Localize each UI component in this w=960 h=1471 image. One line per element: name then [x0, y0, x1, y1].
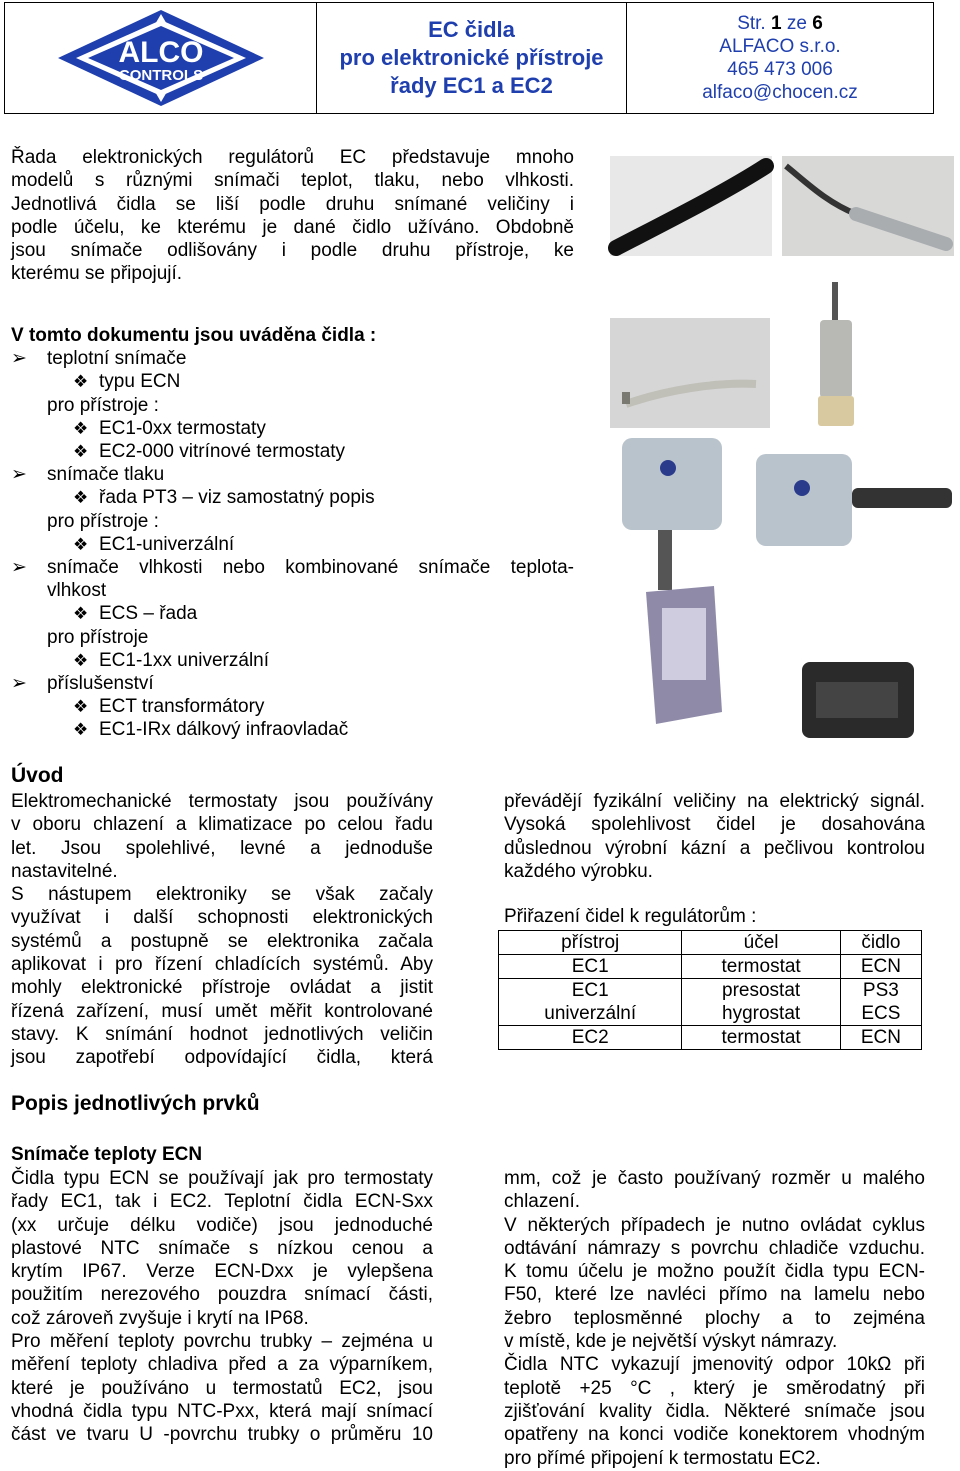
text-line: žebro teplosměnné plochy a to zejména — [504, 1307, 925, 1329]
list-item: ❖ EC2-000 vitrínové termostaty — [73, 441, 346, 463]
popis-heading: Popis jednotlivých prvků — [11, 1092, 260, 1115]
text-line: (xx určuje délku vodiče) jsou jednoduché — [11, 1214, 433, 1236]
table-cell: ECN — [840, 1026, 921, 1050]
text-line: jsou zapotřebí odpovídající čidla, která — [11, 1047, 433, 1069]
uvod-right-paragraph — [504, 790, 925, 883]
table-header-row — [499, 931, 922, 955]
intro-line: jsou snímače odlišovány i podle druhu přístroje, ke — [11, 240, 574, 262]
table-header-cell: přístroj — [499, 931, 682, 955]
company-info — [627, 3, 933, 113]
list-item: pro přístroje — [47, 626, 149, 648]
table-cell: ECS — [840, 1002, 921, 1026]
text-line: S nástupem elektroniky se však začaly — [11, 884, 433, 906]
company-name: ALFACO s.r.o. — [719, 36, 841, 57]
assignment-table — [498, 930, 922, 1050]
ecn-sensor-photo — [610, 156, 772, 256]
list-item: pro přístroje : — [47, 394, 159, 416]
product-photos — [606, 152, 958, 762]
text-line: stavy. K snímání hodnot jednotlivých veličin — [11, 1023, 433, 1045]
table-cell: termostat — [682, 955, 840, 979]
table-cell: hygrostat — [682, 1002, 840, 1026]
text-line: opatřeny na konci vodiče konektorem vhodným — [504, 1424, 925, 1446]
ecn-subheading: Snímače teploty ECN — [11, 1144, 203, 1165]
list-item: ❖ ECS – řada — [73, 603, 198, 625]
text-line: Čidla typu ECN se používají jak pro termostaty — [11, 1168, 433, 1189]
table-row — [499, 1026, 922, 1050]
table-row — [499, 1002, 922, 1026]
list-item: ❖ EC1-0xx termostaty — [73, 417, 266, 439]
text-line: důslednou výrobní kázní a pečlivou kontrolou — [504, 837, 925, 859]
list-item: ➢ snímače vlhkosti nebo kombinované snímače teplota- — [11, 557, 574, 579]
text-line: systémů a postupně se elektronika začala — [11, 930, 433, 952]
list-item: ❖ typu ECN — [73, 371, 181, 393]
text-line: zjišťování kvality čidla. Některé snímače jsou — [504, 1400, 925, 1422]
text-line: pro přímé připojení k termostatu EC2. — [504, 1447, 821, 1469]
duct-humidity-sensor-photo — [756, 454, 952, 546]
arrow-bullet-icon: ➢ — [11, 348, 27, 370]
list-item: ❖ EC1-univerzální — [73, 533, 235, 555]
arrow-bullet-icon: ➢ — [11, 464, 27, 486]
text-line: Elektromechanické termostaty jsou používány — [11, 791, 433, 812]
table-row — [499, 955, 922, 979]
table-cell: ECN — [840, 955, 921, 979]
diamond-bullet-icon: ❖ — [73, 442, 89, 462]
text-line: plastové NTC snímače s nízkou cenou a — [11, 1237, 433, 1259]
table-cell: termostat — [682, 1026, 840, 1050]
arrow-bullet-icon: ➢ — [11, 673, 27, 695]
document-title — [317, 3, 627, 113]
diamond-bullet-icon: ❖ — [73, 650, 89, 670]
table-header-cell: čidlo — [840, 931, 921, 955]
list-item: vlhkost — [47, 580, 107, 602]
table-cell: EC2 — [499, 1026, 682, 1050]
transformer-photo — [802, 662, 914, 738]
company-phone: 465 473 006 — [727, 59, 833, 80]
list-item: ❖ řada PT3 – viz samostatný popis — [73, 487, 375, 509]
page-number: Str. 1 ze 6 — [737, 13, 823, 34]
text-line: v místě, kde je největší výskyt námrazy. — [504, 1331, 838, 1353]
sensor-list — [11, 324, 574, 742]
text-line: chlazení. — [504, 1191, 581, 1213]
svg-text:ALCO: ALCO — [118, 36, 203, 69]
text-line: Vysoká spolehlivost čidel je dosahována — [504, 814, 925, 836]
diamond-bullet-icon: ❖ — [73, 720, 89, 740]
table-cell: univerzální — [499, 1002, 682, 1026]
text-line: řady EC1, tak i EC2. Teplotní čidla ECN-Sxx — [11, 1191, 433, 1213]
popis-left-paragraph — [11, 1167, 433, 1447]
text-line: část ve tvaru U -povrchu trubky o průměru 10 — [11, 1424, 433, 1446]
intro-paragraph — [11, 146, 574, 286]
logo-cell — [5, 3, 317, 113]
text-line: každého výrobku. — [504, 860, 653, 882]
table-title: Přiřazení čidel k regulátorům : — [504, 906, 757, 927]
title-line-2: pro elektronické přístroje — [339, 45, 604, 70]
title-line-3: řady EC1 a EC2 — [390, 73, 553, 98]
text-line: Čidla NTC vykazují jmenovitý odpor 10kΩ při — [504, 1354, 925, 1376]
text-line: F50, které lze navléci přímo na lamelu nebo — [504, 1284, 925, 1306]
text-line: Pro měření teploty povrchu trubky – zejména u — [11, 1331, 433, 1353]
popis-right-paragraph — [504, 1167, 925, 1470]
diamond-bullet-icon: ❖ — [73, 372, 89, 392]
text-line: vhodná čidla typu NTC-Pxx, která mají snímací — [11, 1400, 433, 1422]
svg-text:CONTROLS: CONTROLS — [118, 67, 203, 84]
text-line: teplotě +25 °C , který je směrodatný při — [504, 1377, 925, 1399]
list-heading: V tomto dokumentu jsou uváděna čidla : — [11, 325, 377, 346]
arrow-bullet-icon: ➢ — [11, 557, 27, 579]
list-item: ❖ ECT transformátory — [73, 696, 265, 718]
text-line: použitím nerezového pouzdra snímací části, — [11, 1284, 433, 1306]
humidity-sensor-photo — [622, 438, 722, 590]
list-item: ❖ EC1-1xx univerzální — [73, 649, 270, 671]
text-line: v oboru chlazení a klimatizace po celou řadu — [11, 814, 433, 836]
uvod-heading: Úvod — [11, 764, 64, 787]
diamond-bullet-icon: ❖ — [73, 697, 89, 717]
text-line: které je používáno u termostatů EC2, jsou — [11, 1377, 433, 1399]
text-line: krytím IP67. Verze ECN-Dxx je vylepšena — [11, 1261, 433, 1283]
text-line: využívat i další schopnosti elektronických — [11, 907, 433, 929]
diamond-bullet-icon: ❖ — [73, 534, 89, 554]
text-line: V některých případech je nutno ovládat cyklus — [504, 1214, 925, 1236]
table-cell: EC1 — [499, 955, 682, 979]
text-line: měření teploty chladiva před a za výparníkem, — [11, 1354, 433, 1376]
diamond-bullet-icon: ❖ — [73, 604, 89, 624]
text-line: odtávání námrazy s povrchu chladiče vzduchu. — [504, 1237, 925, 1259]
table-row — [499, 979, 922, 1003]
list-item: ➢ snímače tlaku — [11, 464, 165, 486]
text-line: aplikovat i pro řízení chladících systémů. Aby — [11, 954, 433, 976]
uvod-left-paragraph — [11, 790, 433, 1070]
text-line: převádějí fyzikální veličiny na elektrický signál. — [504, 791, 925, 812]
header-table — [4, 2, 934, 114]
pipe-sensor-photo — [610, 318, 770, 428]
alco-logo — [56, 8, 266, 108]
diamond-bullet-icon: ❖ — [73, 488, 89, 508]
text-line: mohly elektronické přístroje ovládat a jistit — [11, 977, 433, 999]
text-line: což zároveň zvyšuje i krytí na IP68. — [11, 1307, 309, 1329]
intro-line: Jednotlivá čidla se liší podle druhu snímané veličiny i — [11, 193, 574, 215]
ecn-steel-sensor-photo — [782, 156, 954, 256]
text-line: K tomu účelu je možno použít čidla typu ECN- — [504, 1261, 925, 1283]
table-cell: EC1 — [499, 979, 682, 1003]
company-email: alfaco@chocen.cz — [702, 82, 858, 103]
diamond-bullet-icon: ❖ — [73, 418, 89, 438]
intro-line: modelů s různými snímači teplot, tlaku, nebo vlhkosti. — [11, 170, 574, 192]
intro-line: Řada elektronických regulátorů EC představuje mnoho — [11, 147, 574, 168]
intro-line: kterému se připojují. — [11, 263, 183, 285]
pressure-sensor-photo — [818, 282, 854, 426]
list-item: ➢ teplotní snímače — [11, 348, 187, 370]
table-cell: PS3 — [840, 979, 921, 1003]
intro-line: podle účelu, ke kterému je dané čidlo užíváno. Obdobně — [11, 216, 574, 238]
table-cell: presostat — [682, 979, 840, 1003]
text-line: let. Jsou spolehlivé, levné a jednoduše — [11, 837, 433, 859]
text-line: nastavitelné. — [11, 860, 118, 882]
ir-remote-photo — [646, 586, 722, 724]
list-item: ➢ příslušenství — [11, 673, 154, 695]
text-line: řízená zařízení, musí umět měřit kontrolované — [11, 1000, 433, 1022]
text-line: mm, což je často používaný rozměr u malého — [504, 1168, 925, 1189]
title-line-1: EC čidla — [428, 17, 515, 42]
list-item: ❖ EC1-IRx dálkový infraovladač — [73, 719, 349, 741]
list-item: pro přístroje : — [47, 510, 159, 532]
table-header-cell: účel — [682, 931, 840, 955]
